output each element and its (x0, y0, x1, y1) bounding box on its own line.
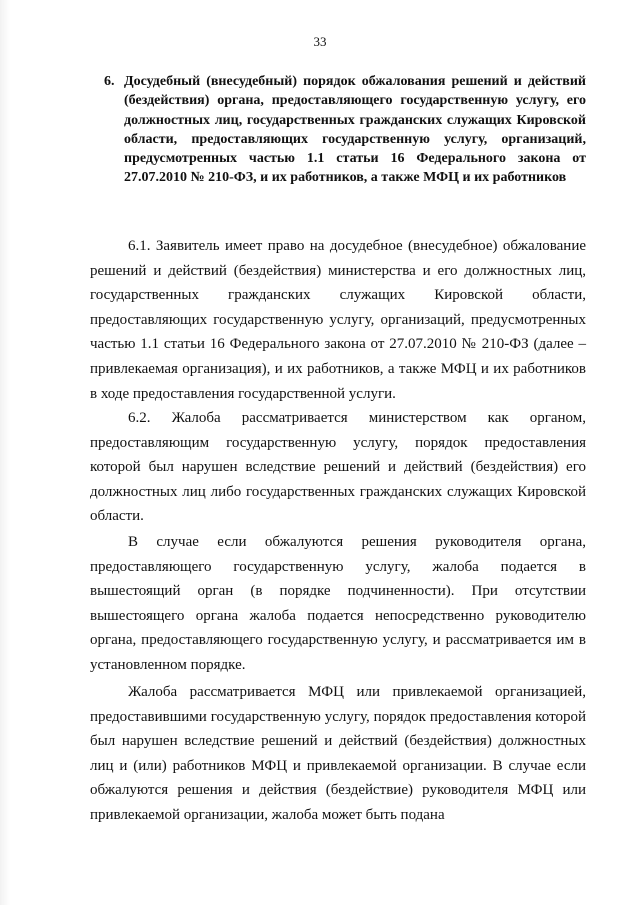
section-number: 6. (104, 74, 115, 89)
scan-edge-shadow (0, 0, 10, 905)
section-heading-text: Досудебный (внесудебный) порядок обжалования решений и действий (бездействия) органа, предоставляющего государственную услугу, его должностных лиц, государственных гражданских служащих Кировской области, предоставляющих государственную услугу, организаций, предусмотренных частью 1.1 статьи 16 Федерального закона от 27.07.2010 № 210-ФЗ, и их работников, а также МФЦ и их работников (124, 74, 586, 186)
paragraph-6-2: 6.2. Жалоба рассматривается министерством как органом, предоставляющим государственную услугу, порядок предоставления которой был нарушен вследствие решений и действий (бездействия) его должностных лиц либо государственных гражданских служащих Кировской области. (90, 410, 586, 525)
page-number: 33 (313, 34, 327, 49)
paragraph-mfc-complaint: Жалоба рассматривается МФЦ или привлекаемой организацией, предоставившими государственную услугу, порядок предоставления которой был нарушен вследствие решений и действий (бездействия) должностных лиц и (или) работников МФЦ и привлекаемой организации. В случае если обжалуются решения и действия (бездействие) руководителя МФЦ или привлекаемой организации, жалоба может быть подана (90, 684, 586, 823)
paragraph-6-1: 6.1. Заявитель имеет право на досудебное (внесудебное) обжалование решений и действий (бездействия) министерства и его должностных лиц, государственных гражданских служащих Кировской области, предоставляющих государственную услугу, организаций, предусмотренных частью 1.1 статьи 16 Федерального закона от 27.07.2010 № 210-ФЗ (далее – привлекаемая организация), и их работников, а также МФЦ и их работников в ходе предоставления государственной услуги. (90, 238, 586, 402)
section-heading (104, 72, 586, 188)
paragraph-higher-authority: В случае если обжалуются решения руководителя органа, предоставляющего государственную услугу, жалоба подается в вышестоящий орган (в порядке подчиненности). При отсутствии вышестоящего органа жалоба подается непосредственно руководителю органа, предоставляющего государственную услугу, и рассматривается им в установленном порядке. (90, 534, 586, 673)
